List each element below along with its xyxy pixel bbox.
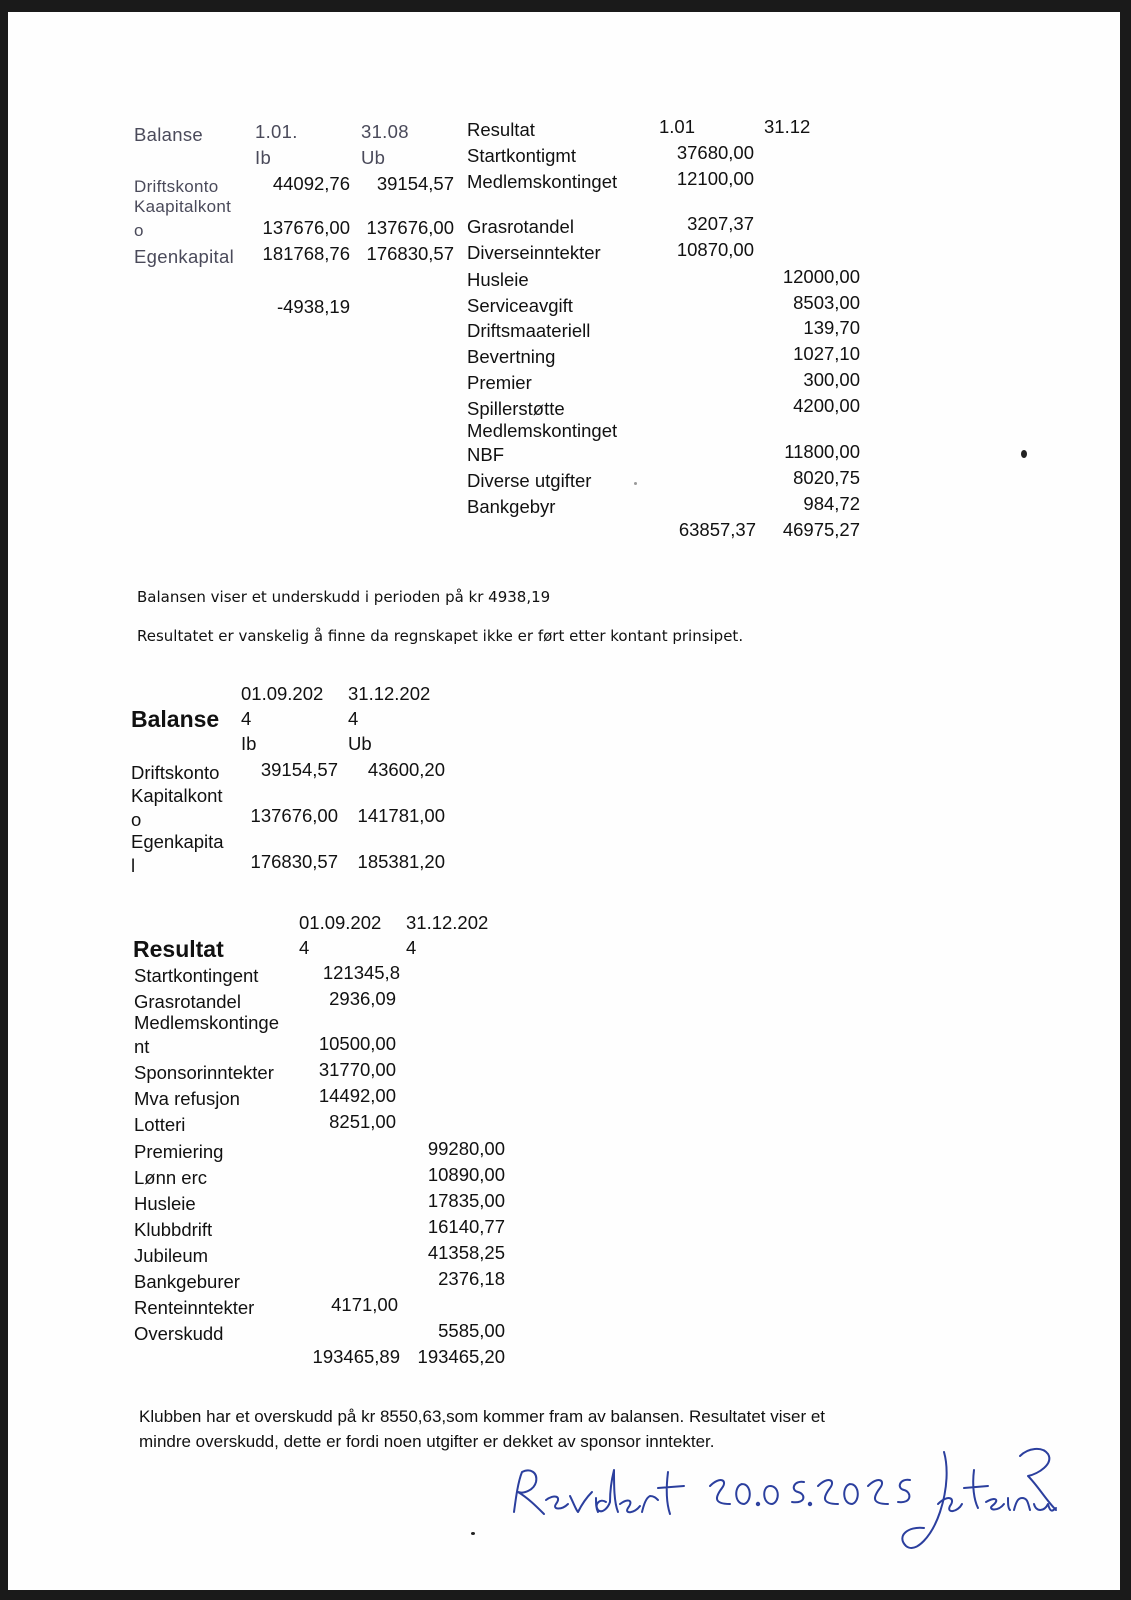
resultat2-total-expense: 193465,20 bbox=[417, 1346, 505, 1367]
resultat1-row-expense: 8503,00 bbox=[793, 292, 860, 313]
resultat1-row-label: Spillerstøtte bbox=[467, 398, 565, 419]
balanse-col2-sub: Ub bbox=[361, 147, 386, 168]
document-page bbox=[8, 12, 1120, 1590]
resultat2-row-income: 2936,09 bbox=[329, 988, 396, 1009]
resultat2-row-expense: 2376,18 bbox=[438, 1268, 505, 1289]
balanse-row-ub: 39154,57 bbox=[376, 173, 454, 194]
resultat1-row-expense: 4200,00 bbox=[793, 395, 860, 416]
resultat1-row-expense: 8020,75 bbox=[793, 467, 860, 488]
resultat1-row-label: Diverse utgifter bbox=[467, 470, 592, 491]
balanse2-row-ub: 185381,20 bbox=[357, 851, 445, 872]
balanse-row-ub: 176830,57 bbox=[366, 243, 454, 264]
resultat2-col1-date-cont: 4 bbox=[299, 937, 310, 958]
resultat2-row-income: 10500,00 bbox=[318, 1033, 396, 1054]
resultat2-row-label: Sponsorinntekter bbox=[134, 1062, 274, 1083]
balanse2-row-label: Kapitalkont bbox=[131, 785, 223, 806]
balanse-col2-date: 31.08 bbox=[361, 121, 409, 142]
resultat1-row-expense: 11800,00 bbox=[784, 441, 860, 462]
resultat1-title: Resultat bbox=[467, 119, 535, 140]
balanse-row-label-cont: o bbox=[134, 221, 144, 240]
resultat1-row-income: 3207,37 bbox=[687, 213, 754, 234]
balanse2-col2-date: 31.12.202 bbox=[348, 683, 431, 704]
resultat1-row-expense: 300,00 bbox=[803, 369, 860, 390]
resultat2-col2-date: 31.12.202 bbox=[406, 912, 489, 933]
balanse2-row-ib: 39154,57 bbox=[260, 759, 338, 780]
resultat1-row-label: Bankgebyr bbox=[467, 496, 556, 517]
resultat2-row-label: Jubileum bbox=[134, 1245, 209, 1266]
resultat1-row-income: 37680,00 bbox=[676, 142, 754, 163]
balanse-col1-date: 1.01. bbox=[255, 121, 298, 142]
resultat2-row-label: Startkontingent bbox=[134, 965, 259, 986]
balanse-title: Balanse bbox=[134, 124, 203, 145]
resultat1-row-expense: 139,70 bbox=[803, 317, 860, 338]
note-overskudd-line2: mindre overskudd, dette er fordi noen utgifter er dekket av sponsor inntekter. bbox=[139, 1432, 715, 1451]
balanse2-col1-date-cont: 4 bbox=[241, 708, 252, 729]
resultat2-title: Resultat bbox=[133, 936, 224, 962]
resultat2-row-income: 8251,00 bbox=[329, 1111, 396, 1132]
balanse-difference: -4938,19 bbox=[276, 296, 350, 317]
resultat2-row-expense: 5585,00 bbox=[438, 1320, 505, 1341]
resultat2-row-expense: 41358,25 bbox=[427, 1242, 505, 1263]
balanse2-row-ub: 141781,00 bbox=[357, 805, 445, 826]
balanse2-row-label-cont: o bbox=[131, 809, 142, 830]
resultat2-col1-date: 01.09.202 bbox=[299, 912, 382, 933]
balanse-col1-sub: Ib bbox=[255, 147, 272, 168]
balanse2-col2-date-cont: 4 bbox=[348, 708, 359, 729]
resultat1-row-label: Startkontigmt bbox=[467, 145, 576, 166]
balanse2-col1-date: 01.09.202 bbox=[241, 683, 324, 704]
balanse2-row-ib: 137676,00 bbox=[250, 805, 338, 826]
balanse2-col1-sub: Ib bbox=[241, 733, 257, 754]
resultat2-row-label: Premiering bbox=[134, 1141, 224, 1162]
resultat2-row-label-cont: nt bbox=[134, 1036, 150, 1057]
resultat2-row-label: Lotteri bbox=[134, 1114, 186, 1135]
note-underskudd: Balansen viser et underskudd i perioden på kr 4938,19 bbox=[137, 588, 551, 606]
resultat2-row-expense: 16140,77 bbox=[427, 1216, 505, 1237]
resultat1-row-label: Serviceavgift bbox=[467, 295, 573, 316]
resultat2-row-label: Overskudd bbox=[134, 1323, 224, 1344]
balanse2-row-label: Driftskonto bbox=[131, 762, 220, 783]
resultat1-row-label: Medlemskontinget bbox=[467, 420, 618, 441]
balanse2-row-label-cont: l bbox=[131, 855, 136, 876]
balanse2-title: Balanse bbox=[131, 706, 220, 732]
resultat2-row-label: Grasrotandel bbox=[134, 991, 241, 1012]
resultat1-total-expense: 46975,27 bbox=[782, 519, 860, 540]
balanse2-row-label: Egenkapita bbox=[131, 831, 224, 852]
resultat2-row-income: 31770,00 bbox=[318, 1059, 396, 1080]
resultat1-row-label: Premier bbox=[467, 372, 532, 393]
resultat1-row-label: Grasrotandel bbox=[467, 216, 574, 237]
scan-speck bbox=[634, 482, 637, 485]
resultat2-row-expense: 10890,00 bbox=[427, 1164, 505, 1185]
resultat1-row-expense: 1027,10 bbox=[793, 343, 860, 364]
note-kontant-prinsipp: Resultatet er vanskelig å finne da regnskapet ikke er ført etter kontant prinsipet. bbox=[137, 627, 744, 645]
resultat2-row-label: Husleie bbox=[134, 1193, 196, 1214]
balanse2-row-ib: 176830,57 bbox=[250, 851, 338, 872]
resultat2-row-label: Mva refusjon bbox=[134, 1088, 240, 1109]
resultat2-row-expense: 99280,00 bbox=[427, 1138, 505, 1159]
resultat1-row-label: Driftsmaateriell bbox=[467, 320, 591, 341]
resultat2-row-expense: 17835,00 bbox=[427, 1190, 505, 1211]
resultat2-total-income: 193465,89 bbox=[312, 1346, 400, 1367]
resultat1-col2-date: 31.12 bbox=[764, 116, 811, 137]
resultat1-row-label-cont: NBF bbox=[467, 444, 504, 465]
handwritten-signature bbox=[508, 1442, 1068, 1562]
balanse-row-label: Egenkapital bbox=[134, 246, 234, 267]
resultat2-row-label: Renteinntekter bbox=[134, 1297, 255, 1318]
resultat1-row-label: Medlemskontinget bbox=[467, 171, 618, 192]
resultat1-row-label: Husleie bbox=[467, 269, 529, 290]
resultat2-row-label: Bankgeburer bbox=[134, 1271, 240, 1292]
resultat1-row-label: Diverseinntekter bbox=[467, 242, 601, 263]
note-overskudd-line1: Klubben har et overskudd på kr 8550,63,som kommer fram av balansen. Resultatet viser et bbox=[139, 1407, 826, 1426]
resultat1-total-income: 63857,37 bbox=[678, 519, 756, 540]
resultat2-row-income: 14492,00 bbox=[318, 1085, 396, 1106]
resultat1-row-expense: 984,72 bbox=[803, 493, 860, 514]
balanse2-col2-sub: Ub bbox=[348, 733, 372, 754]
balanse-row-ib: 137676,00 bbox=[262, 217, 350, 238]
balanse-row-ib: 181768,76 bbox=[262, 243, 350, 264]
resultat1-row-label: Bevertning bbox=[467, 346, 556, 367]
resultat2-row-label: Lønn erc bbox=[134, 1167, 208, 1188]
scan-speck bbox=[471, 1532, 475, 1535]
resultat1-row-expense: 12000,00 bbox=[782, 266, 860, 287]
balanse-row-ib: 44092,76 bbox=[272, 173, 350, 194]
resultat1-row-income: 10870,00 bbox=[676, 239, 754, 260]
resultat1-col1-date: 1.01 bbox=[659, 116, 696, 137]
resultat2-col2-date-cont: 4 bbox=[406, 937, 417, 958]
resultat2-row-label: Medlemskontinge bbox=[134, 1012, 279, 1033]
balanse2-row-ub: 43600,20 bbox=[367, 759, 445, 780]
resultat2-row-income: 4171,00 bbox=[331, 1294, 398, 1315]
balanse-row-ub: 137676,00 bbox=[366, 217, 454, 238]
balanse-row-label: Driftskonto bbox=[134, 177, 219, 196]
resultat2-row-label: Klubbdrift bbox=[134, 1219, 213, 1240]
resultat1-row-income: 12100,00 bbox=[676, 168, 754, 189]
balanse-row-label: Kaapitalkont bbox=[134, 197, 232, 216]
scan-speck bbox=[1021, 450, 1027, 458]
resultat2-row-income: 121345,8 bbox=[322, 962, 400, 983]
